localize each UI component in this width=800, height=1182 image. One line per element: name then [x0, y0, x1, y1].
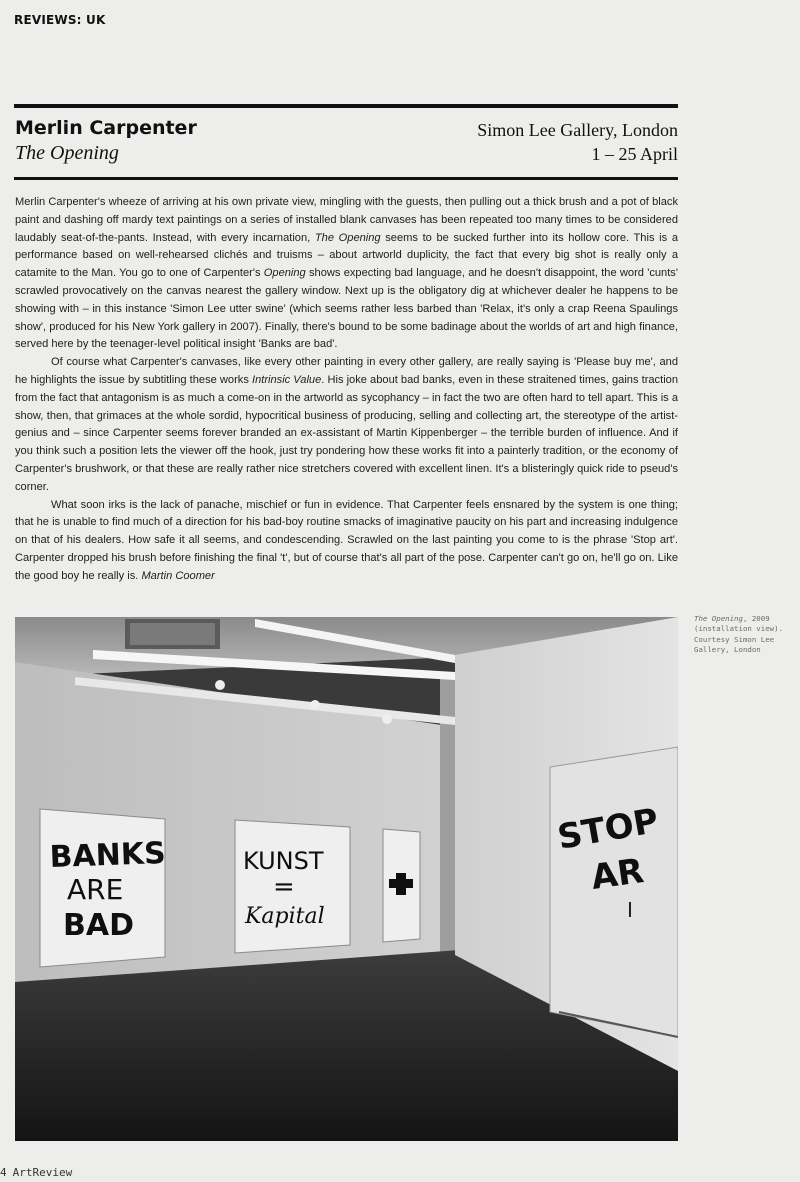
canvas-banks-line2: ARE: [67, 873, 124, 906]
canvas-banks-line1: BANKS: [49, 835, 167, 875]
page-footer: [0, 1166, 72, 1179]
installation-photo: [15, 617, 678, 1141]
show-dates: 1 – 25 April: [591, 144, 678, 164]
photo-caption: The Opening, 2009 (installation view). Courtesy Simon Lee Gallery, London: [694, 614, 783, 655]
header-rule-top: [14, 104, 678, 108]
section-label: REVIEWS: UK: [14, 13, 106, 27]
paragraph-3: What soon irks is the lack of panache, mischief or fun in evidence. That Carpenter feels ensnared by the system is one thing; that he is unable to find much of a direction for his bad-boy routine smacks of imaginative paucity on his part and increasing indulgence on that of his dealers. How safe it all seems, and condescending. Scrawled on the last painting you come to is the phrase 'Stop art'. Carpenter dropped his brush before finishing the final 't', but of course that's all part of the pose. Carpenter can't go on, he'll go on. Like the good boy he really is. Martin Coomer: [15, 498, 678, 582]
paragraph-2: Of course what Carpenter's canvases, like every other painting in every other gallery, are really saying is 'Please buy me', and he highlights the issue by subtitling these works Intrinsic Value. His joke about bad banks, even in these straitened times, gains traction from the fact that antagonism is as much a come-on in the artworld as sycophancy – in fact the two are often hard to tell apart. This is a show, then, that grimaces at the whole sordid, hypocritical business of producing, selling and collecting art, the stereotype of the artist-genius and – since Carpenter seems forever branded an ex-assistant of Martin Kippenberger – the terrible burden of influence. And if you think such a position lets the viewer off the hook, just try pondering how these works fit into a painterly tradition, or the economy of Carpenter's brushwork, or that these are really rather nice stretchers covered with excellent linen. It's a blisteringly quick ride to pseud's corner.: [15, 356, 678, 493]
canvas-banks-line3: BAD: [63, 908, 134, 943]
show-title: The Opening: [15, 142, 119, 164]
author-byline: Martin Coomer: [141, 569, 215, 582]
magazine-name: ArtReview: [12, 1166, 73, 1179]
canvas-stop-line2: AR: [588, 850, 647, 898]
artist-name: Merlin Carpenter: [15, 117, 197, 139]
canvas-stop-line1: STOP: [554, 800, 662, 858]
paragraph-1: Merlin Carpenter's wheeze of arriving at his own private view, mingling with the guests, then pulling out a thick brush and a pot of black paint and dashing off mardy text paintings on a series of installed blank canvases has been repeated too many times to be considered laudably seat-of-the-pants. Instead, with every incarnation, The Opening seems to be sucked further into its hollow core. This is a performance based on well-rehearsed clichés and truisms – about artworld duplicity, the fact that every big shot is really only a catamite to the Man. You go to one of Carpenter's Opening shows expecting bad language, and he doesn't disappoint, the word 'cunts' scrawled provocatively on the canvas nearest the gallery window. Next up is the obligatory dig at whichever dealer he happens to be showing with – in this instance 'Simon Lee utter swine' (which seems rather less barbed than 'Relax, it's only a crap Reena Spaulings show', produced for his New York gallery in 2007). Finally, there's bound to be some badinage about the worlds of art and high finance, served here by the teenager-level political insight 'Banks are bad'.: [15, 196, 678, 351]
canvas-kunst-line3: Kapital: [245, 904, 325, 929]
canvas-kunst-line2: =: [273, 872, 295, 902]
venue: Simon Lee Gallery, London: [477, 120, 678, 140]
review-text: [15, 194, 678, 586]
header-rule-bottom: [14, 177, 678, 180]
page-number: 4: [0, 1166, 7, 1179]
canvas-kunst-line1: KUNST: [243, 847, 324, 875]
